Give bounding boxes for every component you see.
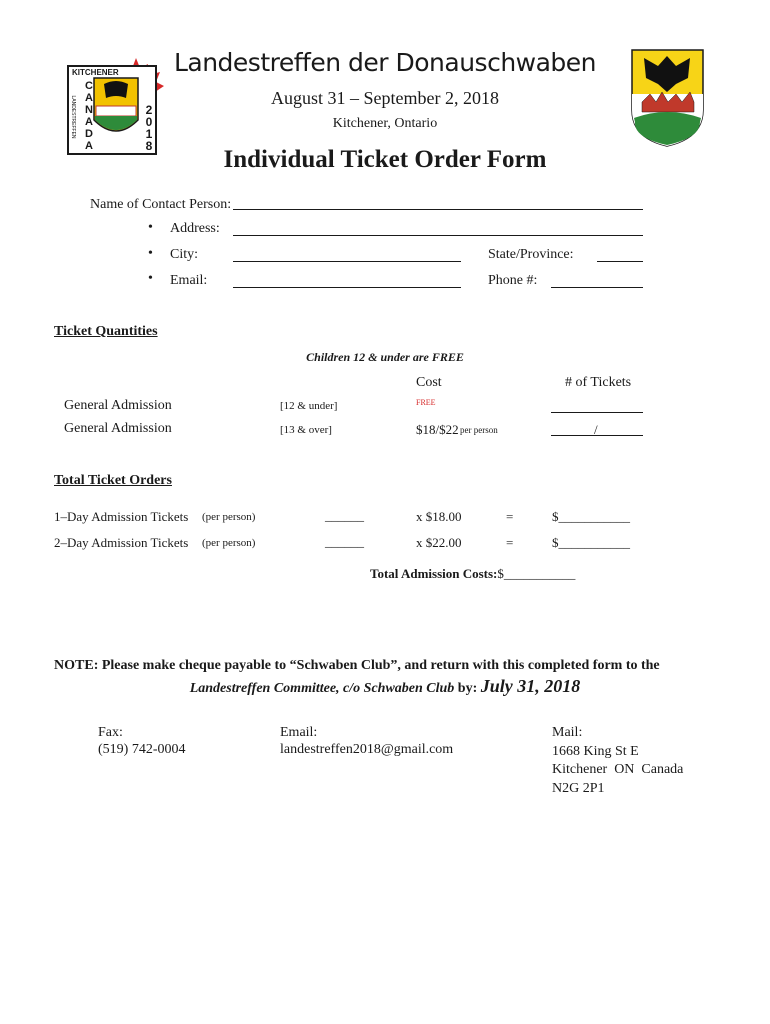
unit-price: x $18.00: [416, 509, 462, 524]
bullet-icon: •: [148, 271, 153, 286]
mail-label: Mail:: [552, 725, 583, 740]
grand-total-label: Total Admission Costs:: [370, 566, 498, 581]
tickets-separator: /: [594, 422, 598, 437]
mail-city: Kitchener ON Canada: [552, 762, 684, 777]
mail-block: [552, 724, 683, 798]
logo-canada-letter: N: [85, 104, 93, 116]
adult-cost-suffix: per person: [460, 425, 498, 435]
line-total-blank[interactable]: $___________: [552, 535, 630, 550]
logo-canada-letter: D: [85, 128, 93, 140]
fax-value: (519) 742-0004: [98, 742, 186, 757]
logo-kitchener-text: KITCHENER: [72, 68, 119, 77]
fax-block: [98, 724, 186, 758]
contact-name-field[interactable]: [233, 209, 643, 210]
grand-total-blank[interactable]: $___________: [497, 566, 576, 581]
day-ticket-label: 1–Day Admission Tickets: [54, 509, 189, 524]
unit-price: x $22.00: [416, 535, 462, 550]
grand-total: [370, 566, 575, 582]
equals-sign: =: [506, 509, 514, 524]
email-address-link[interactable]: landestreffen2018@gmail.com: [280, 742, 454, 757]
email-label: Email:: [170, 273, 208, 288]
bullet-icon: •: [148, 220, 153, 235]
note-text: : Please make cheque payable to “Schwaben Club”, and return with this completed form to the: [93, 658, 660, 673]
logo-year-digit: 2: [145, 103, 153, 117]
note-by: by:: [454, 681, 481, 696]
per-person-suffix: (per person): [202, 537, 256, 549]
logo-canada-letter: A: [85, 116, 93, 128]
age-range: [12 & under]: [280, 400, 338, 412]
bullet-icon: •: [148, 246, 153, 261]
mail-postal: N2G 2P1: [552, 780, 605, 796]
day-ticket-label: 2–Day Admission Tickets: [54, 535, 189, 550]
logo-canada-letter: A: [85, 140, 93, 152]
state-field[interactable]: [597, 261, 643, 262]
age-range: [13 & over]: [280, 424, 332, 436]
children-free-note: Children 12 & under are FREE: [306, 350, 464, 364]
fax-label: Fax:: [98, 725, 123, 740]
logo-canada-letter: C: [85, 80, 93, 92]
quantity-blank[interactable]: ______: [325, 508, 364, 523]
city-field[interactable]: [233, 261, 461, 262]
logo-year-digit: 8: [145, 139, 153, 153]
email-field[interactable]: [233, 287, 461, 288]
free-cost: FREE: [416, 398, 436, 407]
form-title: Individual Ticket Order Form: [223, 146, 547, 173]
admission-label: General Admission: [64, 421, 172, 436]
payment-note-line2: [0, 676, 770, 697]
equals-sign: =: [506, 535, 514, 550]
logo-side-text: LANDESTREFFEN: [70, 95, 76, 139]
event-location: Kitchener, Ontario: [332, 116, 438, 131]
logo-canada-letter: A: [85, 92, 93, 104]
note-prefix: NOTE: [54, 658, 94, 673]
address-field[interactable]: [233, 235, 643, 236]
address-label: Address:: [170, 221, 220, 236]
quantity-blank[interactable]: ______: [325, 534, 364, 549]
city-label: City:: [170, 247, 199, 262]
tickets-column-header: # of Tickets: [565, 375, 632, 390]
ticket-quantities-heading: Ticket Quantities: [54, 324, 158, 339]
line-total-blank[interactable]: $___________: [552, 509, 630, 524]
state-label: State/Province:: [488, 247, 574, 262]
mail-street: 1668 King St E: [552, 743, 639, 759]
logo-year-digit: 1: [145, 127, 153, 141]
adult-cost: $18/$22: [416, 422, 459, 437]
phone-field[interactable]: [551, 287, 643, 288]
cost-column-header: Cost: [416, 375, 442, 390]
admission-label: General Admission: [64, 398, 172, 413]
committee-name: Landestreffen Committee, c/o Schwaben Club: [189, 681, 455, 696]
event-title: Landestreffen der Donauschwaben: [173, 48, 597, 77]
contact-name-label: Name of Contact Person:: [90, 197, 232, 212]
per-person-suffix: (per person): [202, 511, 256, 523]
event-dates: August 31 – September 2, 2018: [271, 88, 499, 108]
logo-year-digit: 0: [145, 115, 153, 129]
deadline-date: July 31, 2018: [480, 676, 581, 696]
phone-label: Phone #:: [488, 273, 538, 288]
email-contact-label: Email:: [280, 725, 318, 740]
tickets-field[interactable]: [551, 412, 643, 413]
email-block: [280, 724, 453, 758]
total-orders-heading: Total Ticket Orders: [54, 473, 172, 488]
payment-note-line1: [54, 658, 660, 674]
